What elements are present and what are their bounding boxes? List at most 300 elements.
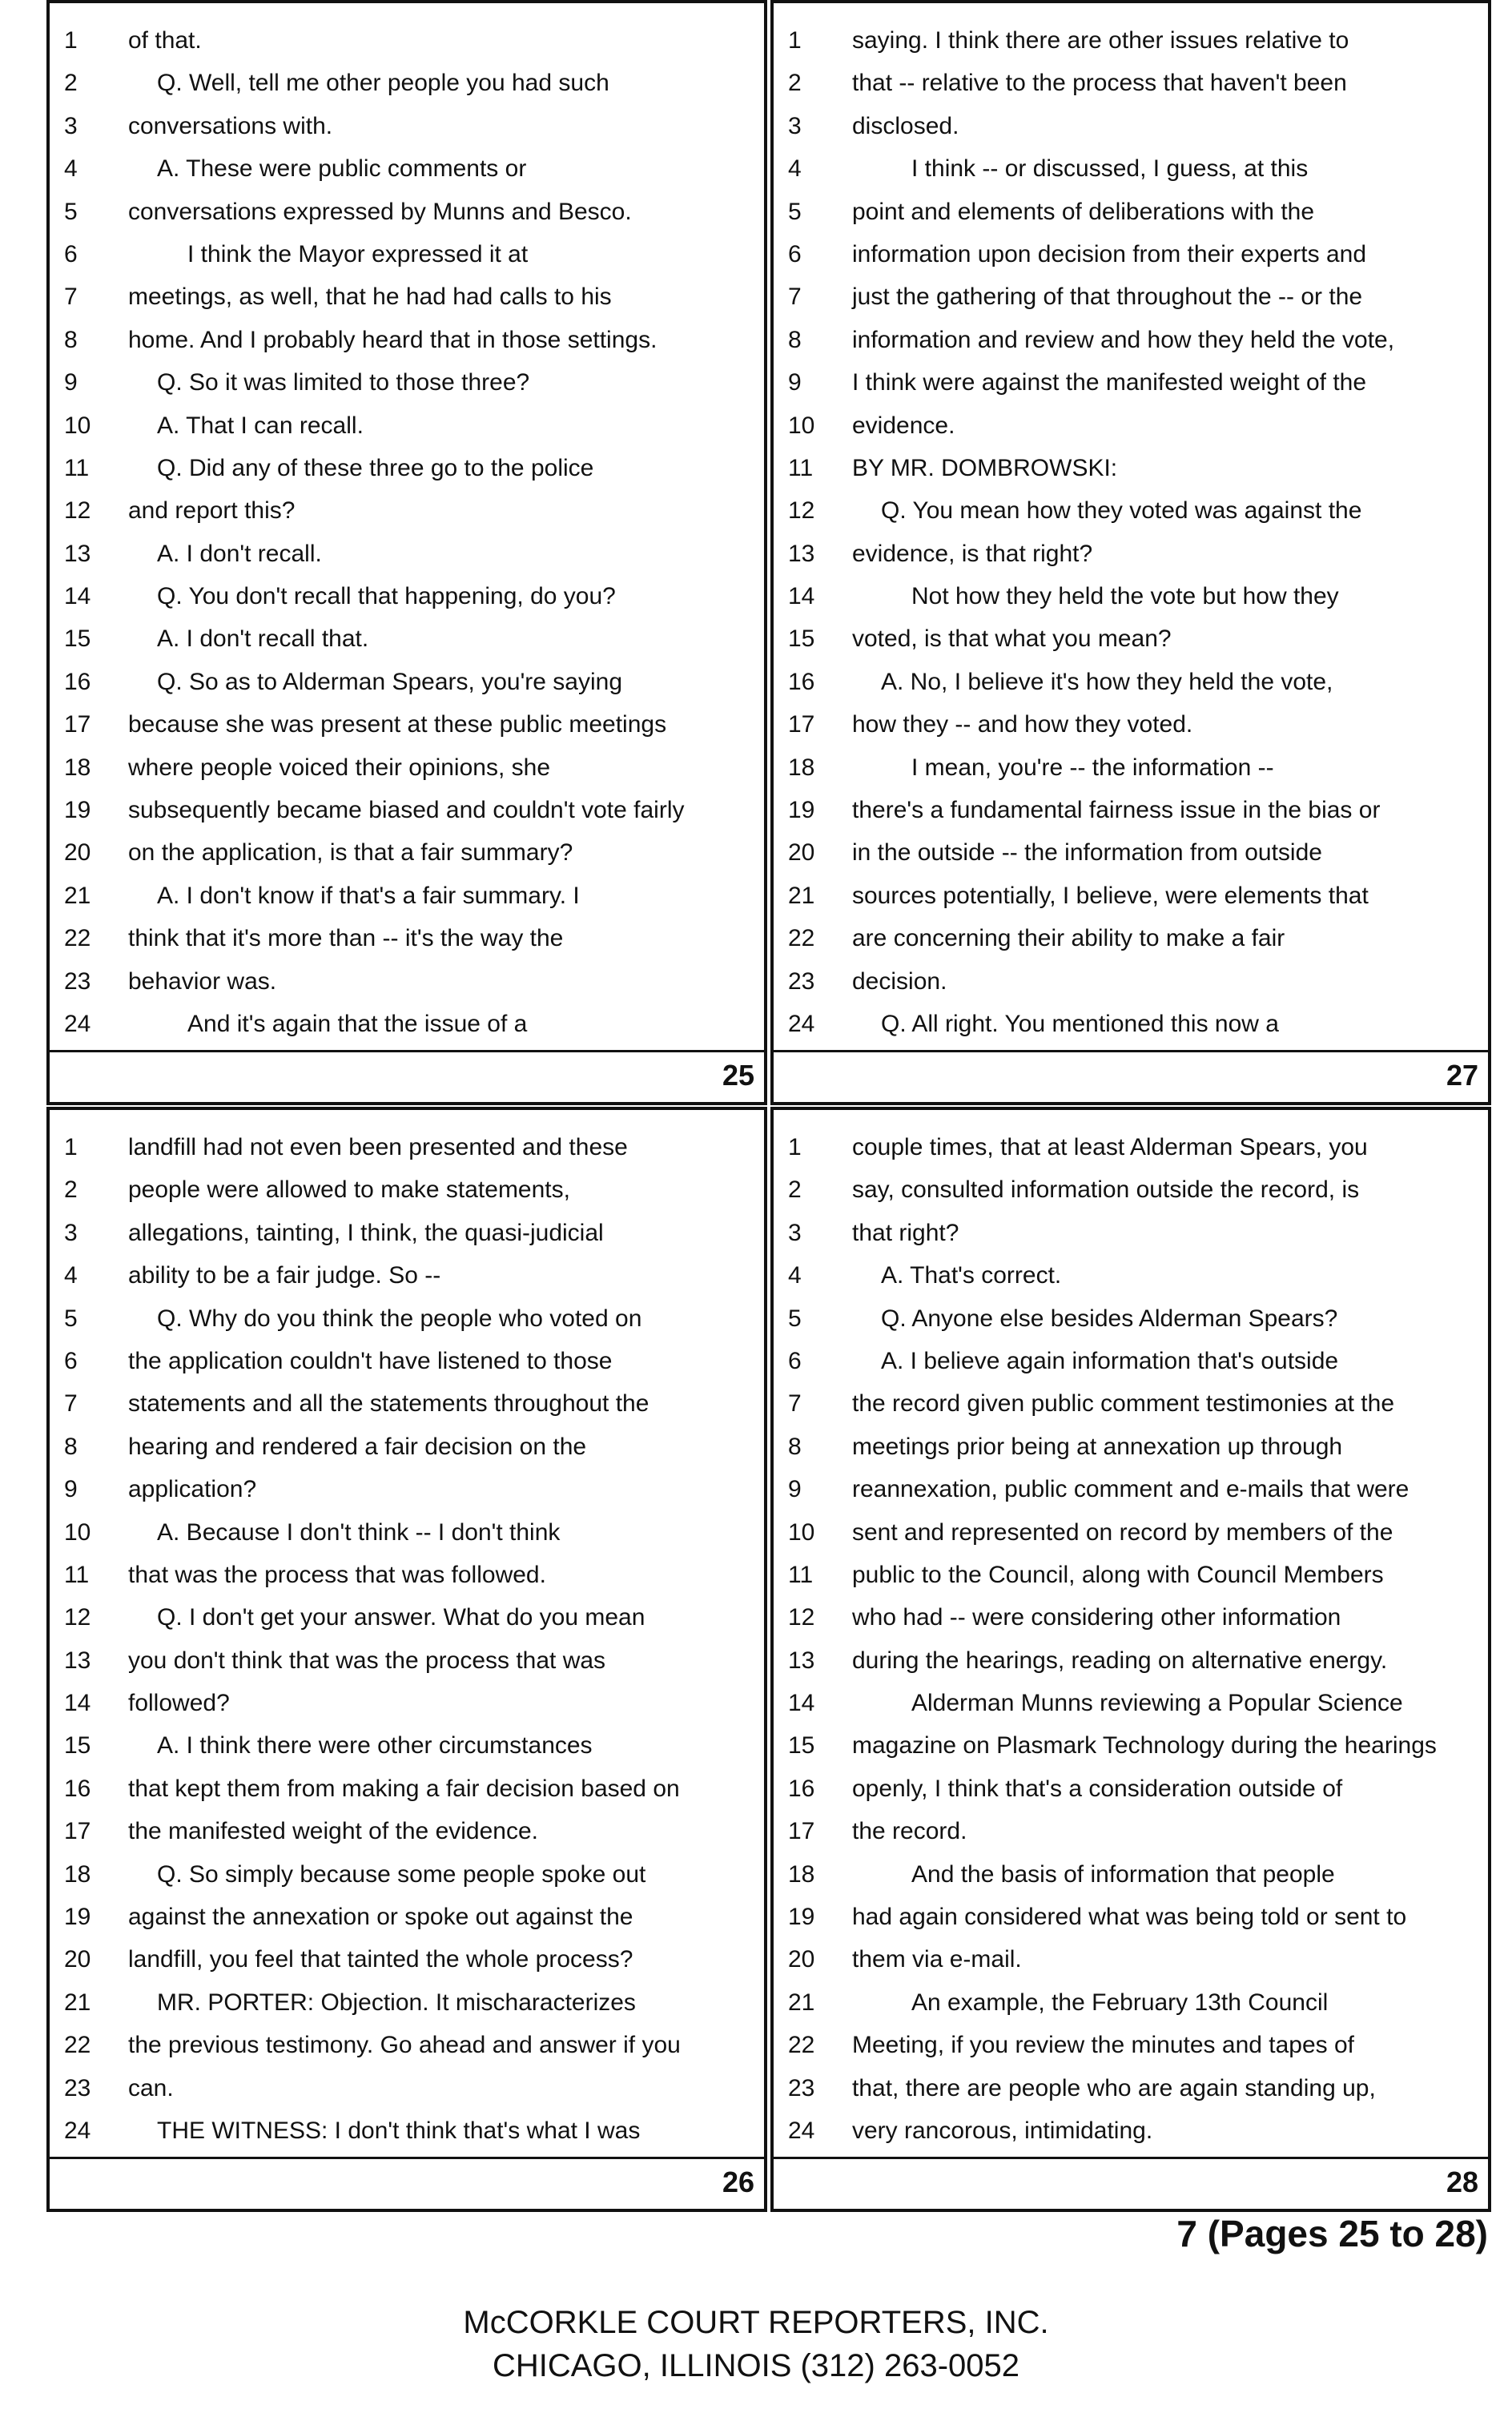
- line-number: 2: [788, 70, 802, 97]
- line-number: 10: [788, 1518, 815, 1546]
- line-number: 11: [64, 1561, 90, 1588]
- transcript-line: [774, 1426, 1488, 1468]
- transcript-line: [774, 2024, 1488, 2066]
- line-text: hearing and rendered a fair decision on the: [128, 1433, 587, 1460]
- line-text: landfill, you feel that tainted the whole process?: [128, 1946, 633, 1973]
- line-text: I think -- or discussed, I guess, at this: [911, 155, 1309, 183]
- transcript-line: [774, 191, 1488, 233]
- line-text: can.: [128, 2074, 174, 2101]
- transcript-line: [774, 1682, 1488, 1724]
- line-text: point and elements of deliberations with the: [852, 198, 1315, 225]
- transcript-line: [774, 1768, 1488, 1810]
- line-number: 14: [64, 583, 91, 610]
- line-text: A. That's correct.: [881, 1262, 1062, 1289]
- line-number: 15: [64, 1732, 91, 1759]
- transcript-line: [50, 1254, 764, 1297]
- transcript-page-panel: [46, 0, 767, 1105]
- transcript-line: [774, 2109, 1488, 2152]
- line-text: think that it's more than -- it's the way the: [128, 925, 564, 952]
- transcript-line: [774, 147, 1488, 190]
- line-number: 3: [788, 112, 802, 139]
- line-number: 3: [788, 1219, 802, 1246]
- line-number: 8: [788, 1433, 802, 1460]
- transcript-line: [774, 1639, 1488, 1682]
- transcript-line: [774, 361, 1488, 404]
- page-range-label: 7 (Pages 25 to 28): [1176, 2213, 1488, 2254]
- transcript-line: [50, 875, 764, 917]
- line-number: 21: [64, 1989, 91, 2016]
- line-number: 4: [64, 155, 78, 183]
- line-number: 7: [788, 284, 802, 311]
- transcript-line: [50, 1981, 764, 2024]
- line-text: because she was present at these public meetings: [128, 711, 667, 738]
- line-number: 5: [64, 1305, 78, 1332]
- transcript-line: [774, 575, 1488, 617]
- transcript-line: [50, 62, 764, 104]
- line-number: 11: [788, 454, 814, 481]
- line-number: 20: [64, 1946, 91, 1973]
- line-text: magazine on Plasmark Technology during the hearings: [852, 1732, 1437, 1759]
- transcript-line: [774, 319, 1488, 361]
- transcript-line: [774, 105, 1488, 147]
- line-text: that, there are people who are again standing up,: [852, 2074, 1376, 2101]
- line-text: the previous testimony. Go ahead and answer if you: [128, 2032, 681, 2059]
- line-text: where people voiced their opinions, she: [128, 754, 551, 781]
- page-number: 28: [1446, 2166, 1478, 2198]
- line-number: 21: [788, 1989, 815, 2016]
- line-text: And the basis of information that people: [911, 1860, 1335, 1888]
- line-text: that -- relative to the process that haven't been: [852, 70, 1347, 97]
- line-number: 4: [788, 155, 802, 183]
- line-text: A. I believe again information that's outside: [881, 1347, 1339, 1374]
- transcript-line: [774, 275, 1488, 318]
- page-footer-rule: [50, 2157, 764, 2159]
- transcript-line: [50, 105, 764, 147]
- line-number: 21: [788, 882, 815, 909]
- transcript-line: [50, 1426, 764, 1468]
- line-text: against the annexation or spoke out against the: [128, 1904, 633, 1931]
- line-text: how they -- and how they voted.: [852, 711, 1193, 738]
- line-text: A. That I can recall.: [157, 412, 364, 439]
- transcript-line: [774, 1853, 1488, 1896]
- line-text: just the gathering of that throughout the -- or the: [852, 284, 1363, 311]
- transcript-line: [50, 1596, 764, 1639]
- line-text: application?: [128, 1476, 257, 1503]
- line-text: public to the Council, along with Council Members: [852, 1561, 1384, 1588]
- line-number: 6: [788, 1347, 802, 1374]
- transcript-line: [50, 1382, 764, 1425]
- transcript-line: [774, 1297, 1488, 1340]
- line-text: Q. I don't get your answer. What do you mean: [157, 1604, 645, 1631]
- line-number: 9: [64, 1476, 78, 1503]
- line-text: information upon decision from their experts and: [852, 240, 1367, 267]
- line-number: 13: [64, 1647, 91, 1674]
- line-text: followed?: [128, 1690, 230, 1717]
- line-text: decision.: [852, 967, 947, 995]
- transcript-line: [774, 1468, 1488, 1510]
- line-text: evidence.: [852, 412, 955, 439]
- transcript-line: [50, 147, 764, 190]
- line-number: 10: [64, 412, 91, 439]
- line-number: 1: [64, 27, 78, 54]
- line-number: 15: [64, 625, 91, 653]
- transcript-line: [50, 1810, 764, 1852]
- line-number: 19: [64, 1904, 91, 1931]
- line-text: during the hearings, reading on alternative energy.: [852, 1647, 1388, 1674]
- line-text: of that.: [128, 27, 202, 54]
- line-text: Q. So it was limited to those three?: [157, 369, 530, 396]
- line-text: Q. All right. You mentioned this now a: [881, 1010, 1279, 1037]
- line-text: the record.: [852, 1818, 967, 1845]
- line-number: 12: [788, 497, 815, 525]
- transcript-line: [774, 617, 1488, 660]
- transcript-line: [774, 1254, 1488, 1297]
- line-text: meetings, as well, that he had had calls to his: [128, 284, 612, 311]
- transcript-line: [50, 1938, 764, 1981]
- line-number: 8: [64, 1433, 78, 1460]
- line-number: 19: [64, 797, 91, 824]
- line-text: reannexation, public comment and e-mails that were: [852, 1476, 1409, 1503]
- line-text: are concerning their ability to make a fair: [852, 925, 1285, 952]
- transcript-line: [50, 447, 764, 489]
- transcript-line: [50, 2067, 764, 2109]
- transcript-line: [50, 1126, 764, 1168]
- transcript-line-list: [774, 1126, 1488, 2152]
- transcript-line: [774, 1168, 1488, 1211]
- transcript-line: [50, 1896, 764, 1938]
- line-text: Q. So simply because some people spoke out: [157, 1860, 646, 1888]
- line-number: 16: [788, 1775, 815, 1802]
- line-number: 15: [788, 625, 815, 653]
- line-number: 23: [788, 967, 815, 995]
- line-text: meetings prior being at annexation up through: [852, 1433, 1343, 1460]
- line-number: 4: [788, 1262, 802, 1289]
- line-text: couple times, that at least Alderman Spears, you: [852, 1134, 1368, 1160]
- line-text: A. Because I don't think -- I don't think: [157, 1518, 561, 1546]
- line-number: 17: [788, 711, 815, 738]
- line-text: home. And I probably heard that in those settings.: [128, 326, 657, 353]
- page-number: 27: [1446, 1059, 1478, 1092]
- line-number: 24: [64, 1010, 91, 1037]
- line-text: I think were against the manifested weight of the: [852, 369, 1367, 396]
- transcript-line: [50, 275, 764, 318]
- line-number: 1: [788, 1134, 802, 1160]
- line-text: in the outside -- the information from outside: [852, 839, 1322, 867]
- page-number: 25: [722, 1059, 754, 1092]
- line-text: MR. PORTER: Objection. It mischaracterizes: [157, 1989, 636, 2016]
- line-text: Alderman Munns reviewing a Popular Science: [911, 1690, 1403, 1717]
- page-footer-rule: [774, 1050, 1488, 1052]
- line-number: 14: [788, 1690, 815, 1717]
- transcript-line: [774, 960, 1488, 1003]
- line-text: openly, I think that's a consideration outside of: [852, 1775, 1343, 1802]
- transcript-line: [774, 1340, 1488, 1382]
- transcript-line: [774, 1724, 1488, 1767]
- transcript-line: [50, 789, 764, 831]
- line-text: that right?: [852, 1219, 959, 1246]
- line-text: landfill had not even been presented and these: [128, 1134, 628, 1160]
- line-text: A. These were public comments or: [157, 155, 527, 183]
- transcript-line: [50, 1853, 764, 1896]
- line-text: conversations with.: [128, 112, 333, 139]
- line-text: disclosed.: [852, 112, 959, 139]
- line-number: 11: [64, 454, 90, 481]
- line-number: 12: [64, 1604, 91, 1631]
- line-text: the application couldn't have listened to those: [128, 1347, 613, 1374]
- line-text: evidence, is that right?: [852, 540, 1093, 567]
- line-number: 7: [788, 1390, 802, 1418]
- transcript-line: [774, 1896, 1488, 1938]
- line-text: who had -- were considering other information: [852, 1604, 1341, 1631]
- transcript-line: [774, 62, 1488, 104]
- line-number: 23: [64, 2074, 91, 2101]
- transcript-line: [774, 831, 1488, 874]
- page-footer-rule: [50, 1050, 764, 1052]
- line-text: THE WITNESS: I don't think that's what I was: [157, 2117, 641, 2144]
- transcript-line: [774, 1382, 1488, 1425]
- line-number: 1: [64, 1134, 78, 1160]
- line-number: 6: [64, 240, 78, 267]
- line-text: voted, is that what you mean?: [852, 625, 1172, 653]
- line-text: subsequently became biased and couldn't vote fairly: [128, 797, 685, 824]
- transcript-line: [774, 489, 1488, 532]
- line-text: say, consulted information outside the record, is: [852, 1176, 1360, 1204]
- line-number: 13: [788, 1647, 815, 1674]
- line-text: A. I don't recall.: [157, 540, 322, 567]
- line-number: 12: [788, 1604, 815, 1631]
- transcript-line: [50, 1682, 764, 1724]
- line-text: Meeting, if you review the minutes and tapes of: [852, 2032, 1355, 2059]
- line-number: 21: [64, 882, 91, 909]
- line-text: you don't think that was the process that was: [128, 1647, 606, 1674]
- transcript-line: [774, 1554, 1488, 1596]
- transcript-line: [50, 1212, 764, 1254]
- transcript-line: [50, 1468, 764, 1510]
- line-number: 14: [788, 583, 815, 610]
- line-text: Not how they held the vote but how they: [911, 583, 1339, 610]
- line-number: 5: [788, 198, 802, 225]
- line-text: behavior was.: [128, 967, 277, 995]
- transcript-line: [774, 1003, 1488, 1045]
- line-number: 8: [64, 326, 78, 353]
- line-text: sources potentially, I believe, were elements that: [852, 882, 1369, 909]
- transcript-line: [774, 1810, 1488, 1852]
- line-number: 17: [64, 1818, 91, 1845]
- line-text: A. I think there were other circumstances: [157, 1732, 593, 1759]
- line-text: that kept them from making a fair decision based on: [128, 1775, 680, 1802]
- line-number: 3: [64, 1219, 78, 1246]
- line-number: 5: [788, 1305, 802, 1332]
- transcript-line: [774, 1938, 1488, 1981]
- transcript-line: [50, 489, 764, 532]
- line-number: 10: [64, 1518, 91, 1546]
- line-text: there's a fundamental fairness issue in the bias or: [852, 797, 1381, 824]
- transcript-line-list: [774, 19, 1488, 1045]
- line-text: very rancorous, intimidating.: [852, 2117, 1153, 2144]
- line-number: 14: [64, 1690, 91, 1717]
- line-number: 16: [788, 668, 815, 695]
- line-number: 13: [64, 540, 91, 567]
- transcript-page-panel: [46, 1107, 767, 2212]
- transcript-line: [50, 831, 764, 874]
- line-number: 2: [788, 1176, 802, 1204]
- transcript-line: [50, 191, 764, 233]
- line-text: BY MR. DOMBROWSKI:: [852, 454, 1118, 481]
- line-text: allegations, tainting, I think, the quasi-judicial: [128, 1219, 604, 1246]
- reporter-name: McCORKLE COURT REPORTERS, INC.: [463, 2305, 1049, 2340]
- transcript-line: [50, 703, 764, 746]
- line-number: 22: [64, 925, 91, 952]
- line-number: 9: [788, 369, 802, 396]
- transcript-line: [50, 361, 764, 404]
- line-text: A. I don't recall that.: [157, 625, 369, 653]
- line-number: 23: [788, 2074, 815, 2101]
- page-footer-rule: [774, 2157, 1488, 2159]
- line-number: 19: [788, 1904, 815, 1931]
- transcript-line: [774, 233, 1488, 275]
- line-number: 24: [64, 2117, 91, 2144]
- line-number: 18: [788, 754, 815, 781]
- line-number: 7: [64, 284, 78, 311]
- line-text: Q. You don't recall that happening, do you?: [157, 583, 616, 610]
- transcript-line: [774, 2067, 1488, 2109]
- transcript-line: [50, 617, 764, 660]
- transcript-line: [50, 1639, 764, 1682]
- transcript-line: [774, 447, 1488, 489]
- transcript-line: [50, 1724, 764, 1767]
- line-number: 24: [788, 1010, 815, 1037]
- line-number: 7: [64, 1390, 78, 1418]
- line-text: Q. Why do you think the people who voted on: [157, 1305, 642, 1332]
- transcript-line: [774, 1596, 1488, 1639]
- line-text: and report this?: [128, 497, 296, 525]
- line-number: 20: [64, 839, 91, 867]
- transcript-line: [50, 1768, 764, 1810]
- transcript-line: [774, 703, 1488, 746]
- line-number: 24: [788, 2117, 815, 2144]
- line-number: 20: [788, 839, 815, 867]
- line-number: 12: [64, 497, 91, 525]
- line-number: 20: [788, 1946, 815, 1973]
- transcript-line: [774, 789, 1488, 831]
- line-number: 15: [788, 1732, 815, 1759]
- line-text: people were allowed to make statements,: [128, 1176, 570, 1204]
- line-text: on the application, is that a fair summary?: [128, 839, 573, 867]
- line-text: information and review and how they held the vote,: [852, 326, 1395, 353]
- line-number: 23: [64, 967, 91, 995]
- line-number: 16: [64, 668, 91, 695]
- transcript-line: [50, 533, 764, 575]
- line-text: saying. I think there are other issues relative to: [852, 27, 1349, 54]
- transcript-line: [50, 1297, 764, 1340]
- line-text: them via e-mail.: [852, 1946, 1022, 1973]
- line-number: 11: [788, 1561, 814, 1588]
- line-number: 3: [64, 112, 78, 139]
- line-number: 10: [788, 412, 815, 439]
- transcript-line: [50, 19, 764, 62]
- transcript-line: [774, 1212, 1488, 1254]
- line-text: And it's again that the issue of a: [187, 1010, 528, 1037]
- line-text: A. No, I believe it's how they held the vote,: [881, 668, 1333, 695]
- transcript-line: [50, 1003, 764, 1045]
- transcript-page-panel: [770, 0, 1491, 1105]
- transcript-line-list: [50, 1126, 764, 2152]
- line-number: 1: [788, 27, 802, 54]
- line-text: I mean, you're -- the information --: [911, 754, 1274, 781]
- line-number: 18: [64, 1860, 91, 1888]
- line-text: conversations expressed by Munns and Besco.: [128, 198, 632, 225]
- line-text: statements and all the statements throughout the: [128, 1390, 649, 1418]
- line-number: 2: [64, 1176, 78, 1204]
- line-text: sent and represented on record by members of the: [852, 1518, 1393, 1546]
- page-number: 26: [722, 2166, 754, 2198]
- transcript-line: [774, 404, 1488, 447]
- transcript-line: [774, 1511, 1488, 1554]
- transcript-line: [774, 1981, 1488, 2024]
- transcript-line: [50, 1554, 764, 1596]
- transcript-line: [50, 746, 764, 789]
- line-number: 5: [64, 198, 78, 225]
- line-number: 22: [788, 2032, 815, 2059]
- transcript-line: [50, 233, 764, 275]
- line-text: that was the process that was followed.: [128, 1561, 546, 1588]
- line-number: 22: [64, 2032, 91, 2059]
- line-number: 13: [788, 540, 815, 567]
- line-number: 9: [64, 369, 78, 396]
- transcript-line: [50, 2109, 764, 2152]
- line-number: 17: [64, 711, 91, 738]
- line-text: ability to be a fair judge. So --: [128, 1262, 441, 1289]
- transcript-line: [50, 1168, 764, 1211]
- line-number: 18: [64, 754, 91, 781]
- line-number: 9: [788, 1476, 802, 1503]
- line-number: 4: [64, 1262, 78, 1289]
- transcript-line: [774, 746, 1488, 789]
- transcript-line: [774, 19, 1488, 62]
- line-number: 19: [788, 797, 815, 824]
- reporter-location: CHICAGO, ILLINOIS (312) 263-0052: [492, 2348, 1020, 2383]
- transcript-line: [774, 661, 1488, 703]
- line-number: 2: [64, 70, 78, 97]
- line-number: 22: [788, 925, 815, 952]
- line-text: Q. You mean how they voted was against the: [881, 497, 1362, 525]
- line-text: had again considered what was being told or sent to: [852, 1904, 1407, 1931]
- line-text: the manifested weight of the evidence.: [128, 1818, 538, 1845]
- line-text: I think the Mayor expressed it at: [187, 240, 529, 267]
- line-text: Q. Anyone else besides Alderman Spears?: [881, 1305, 1338, 1332]
- line-text: Q. So as to Alderman Spears, you're saying: [157, 668, 623, 695]
- transcript-line: [50, 1511, 764, 1554]
- transcript-line: [50, 575, 764, 617]
- transcript-line: [50, 319, 764, 361]
- transcript-line: [50, 2024, 764, 2066]
- line-number: 16: [64, 1775, 91, 1802]
- transcript-line: [50, 1340, 764, 1382]
- transcript-line: [50, 917, 764, 959]
- line-text: Q. Did any of these three go to the police: [157, 454, 594, 481]
- transcript-line: [50, 404, 764, 447]
- transcript-line: [774, 917, 1488, 959]
- transcript-page-panel: [770, 1107, 1491, 2212]
- transcript-line: [50, 661, 764, 703]
- line-text: A. I don't know if that's a fair summary. I: [157, 882, 580, 909]
- line-number: 6: [788, 240, 802, 267]
- line-text: the record given public comment testimonies at the: [852, 1390, 1395, 1418]
- transcript-line: [774, 1126, 1488, 1168]
- line-text: Q. Well, tell me other people you had such: [157, 70, 609, 97]
- line-number: 18: [788, 1860, 815, 1888]
- line-number: 6: [64, 1347, 78, 1374]
